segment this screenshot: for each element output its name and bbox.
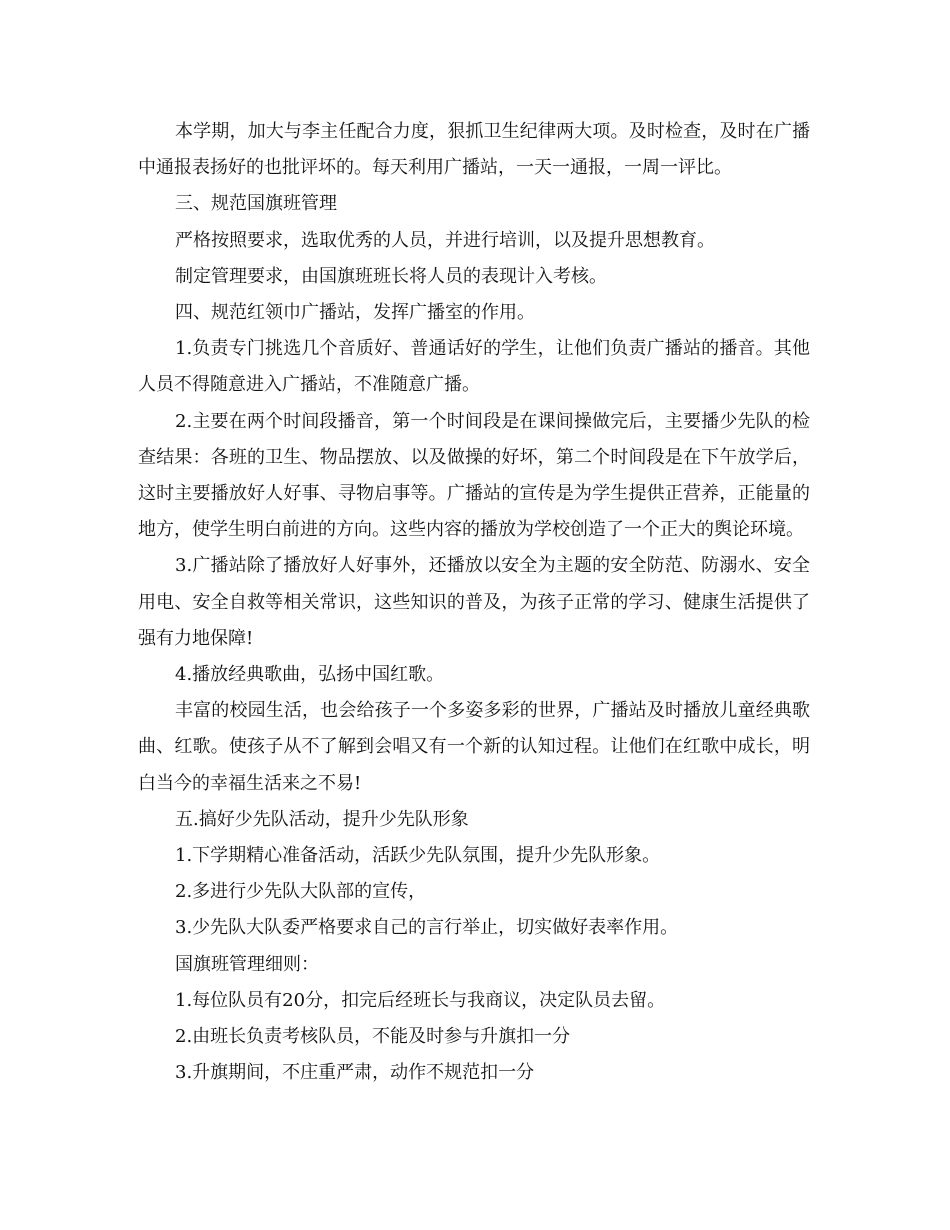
list-item: 2.多进行少先队大队部的宣传， (175, 881, 427, 903)
list-item: 4.播放经典歌曲，弘扬中国红歌。 (175, 664, 445, 686)
list-item: 2.由班长负责考核队员，不能及时参与升旗扣一分 (175, 1026, 571, 1048)
subheading: 国旗班管理细则： (175, 953, 319, 975)
list-item: 3.升旗期间，不庄重严肃，动作不规范扣一分 (175, 1062, 535, 1084)
list-item: 1.每位队员有20分，扣完后经班长与我商议，决定队员去留。 (175, 989, 666, 1011)
section-heading: 三、规范国旗班管理 (175, 193, 337, 215)
section-heading: 五.搞好少先队活动，提升少先队形象 (175, 808, 469, 830)
paragraph: 制定管理要求，由国旗班班长将人员的表现计入考核。 (175, 265, 607, 287)
section-heading: 四、规范红领巾广播站，发挥广播室的作用。 (175, 302, 535, 324)
list-item: 3.广播站除了播放好人好事外，还播放以安全为主题的安全防范、防溺水、安全用电、安全自救等相关常识，这些知识的普及，为孩子正常的学习、健康生活提供了强有力地保障! (138, 555, 810, 649)
paragraph: 丰富的校园生活，也会给孩子一个多姿多彩的世界，广播站及时播放儿童经典歌曲、红歌。使孩子从不了解到会唱又有一个新的认知过程。让他们在红歌中成长，明白当今的幸福生活来之不易! (138, 700, 810, 794)
list-item: 2.主要在两个时间段播音，第一个时间段是在课间操做完后，主要播少先队的检查结果：各班的卫生、物品摆放、以及做操的好坏，第二个时间段是在下午放学后，这时主要播放好人好事、寻物启事等。广播站的宣传是为学生提供正营养，正能量的地方，使学生明白前进的方向。这些内容的播放为学校创造了一个正大的舆论环境。 (138, 410, 810, 541)
list-item: 1.负责专门挑选几个音质好、普通话好的学生，让他们负责广播站的播音。其他人员不得随意进入广播站，不准随意广播。 (138, 338, 810, 396)
list-item: 3.少先队大队委严格要求自己的言行举止，切实做好表率作用。 (175, 917, 679, 939)
paragraph: 本学期，加大与李主任配合力度，狠抓卫生纪律两大项。及时检查，及时在广播中通报表扬好的也批评坏的。每天利用广播站，一天一通报，一周一评比。 (138, 121, 810, 179)
list-item: 1.下学期精心准备活动，活跃少先队氛围，提升少先队形象。 (175, 845, 661, 867)
document-body (138, 114, 810, 1091)
paragraph: 严格按照要求，选取优秀的人员，并进行培训，以及提升思想教育。 (175, 229, 715, 251)
